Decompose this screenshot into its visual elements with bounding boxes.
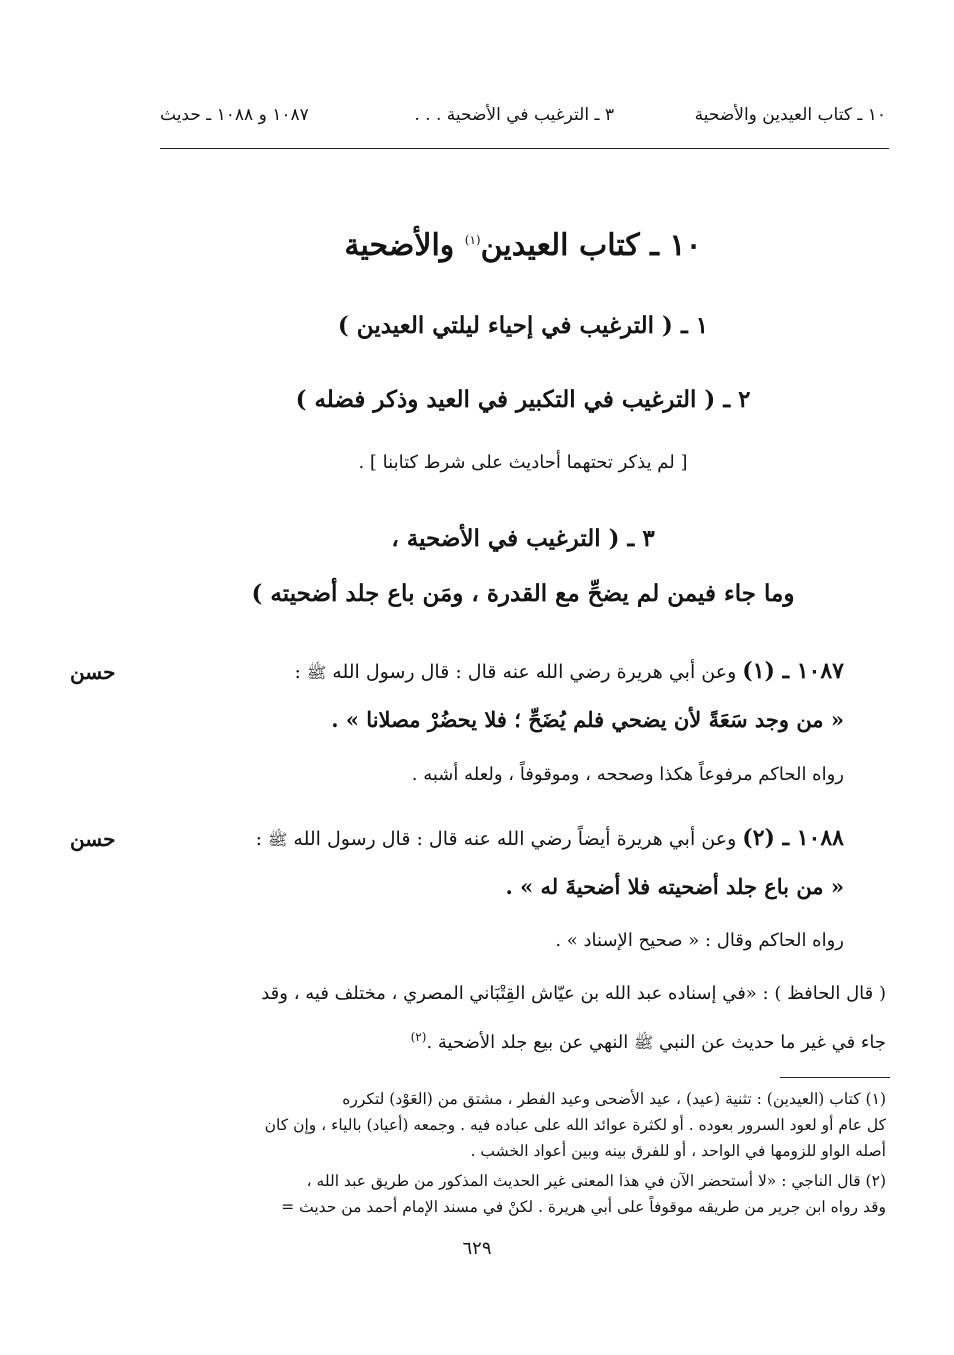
footnote-ref-2: (٢) [410, 1030, 427, 1044]
book-title-text: ١٠ ـ كتاب العيدين [480, 228, 702, 263]
footnote-line: كل عام أو لعود السرور بعوده . أو لكثرة عوائد الله على عباده فيه . وجمعه (أعياد) بالياء ، وإن كان [264, 1116, 886, 1134]
hadith-grade: حسن [70, 660, 116, 684]
hafiz-comment-line-2 [160, 1030, 886, 1056]
hadith-intro-end: : [255, 828, 269, 850]
footnote-line: (١) كتاب (العيدين) : تثنية (عيد) ، عيد الأضحى وعيد الفطر ، مشتق من (العَوْد) لتكرره [342, 1090, 886, 1108]
footnote-line: أصله الواو للزومها في الواحد ، أو للفرق بينه وبين أعواد الخشب . [470, 1142, 886, 1160]
hadith-intro-text: وعن أبي هريرة أيضاً رضي الله عنه قال : قال رسول الله [287, 828, 743, 850]
hadith-intro-end: : [294, 661, 307, 683]
page-number: ٦٢٩ [462, 1238, 492, 1259]
hadith-1087-source: رواه الحاكم مرفوعاً هكذا وصححه ، وموقوفاً ، ولعله أشبه . [411, 764, 844, 785]
book-title-tail: والأضحية [344, 228, 465, 263]
running-head-section: ٣ ـ الترغيب في الأضحية . . . [414, 105, 614, 125]
hadith-1088-source: رواه الحاكم وقال : « صحيح الإسناد » . [555, 930, 844, 951]
hadith-1087-intro [160, 658, 844, 686]
hadith-intro-text: وعن أبي هريرة رضي الله عنه قال : قال رسول الله [326, 661, 743, 683]
hadith-grade: حسن [70, 827, 116, 851]
comment-text: جاء في غير ما حديث عن النبي [653, 1032, 886, 1053]
salutation-glyph: ﷺ [306, 663, 327, 682]
section-note: [ لم يذكر تحتهما أحاديث على شرط كتابنا ] . [358, 452, 688, 473]
hafiz-comment-line-1: ( قال الحافظ ) : «في إسناده عبد الله بن عيّاش القِتْبَاني المصري ، مختلف فيه ، وقد [261, 983, 886, 1004]
book-title [160, 228, 886, 263]
footnote-ref-1: (١) [464, 233, 481, 247]
footnote-divider [780, 1077, 890, 1078]
section-heading-1: ١ ـ ( الترغيب في إحياء ليلتي العيدين ) [337, 312, 709, 339]
comment-text-end: النهي عن بيع جلد الأضحية . [426, 1032, 634, 1053]
footnote-line: وقد رواه ابن جرير من طريقه موقوفاً على أبي هريرة . لكنْ في مسند الإمام أحمد من حديث = [281, 1198, 886, 1216]
hadith-1087-text: « من وجد سَعَةً لأن يضحي فلم يُضَحِّ ؛ فلا يحضُرْ مصلانا » . [331, 707, 844, 732]
section-heading-2: ٢ ـ ( الترغيب في التكبير في العيد وذكر فضله ) [295, 386, 751, 413]
salutation-glyph: ﷺ [633, 1033, 654, 1052]
header-divider [160, 148, 889, 149]
hadith-1088-text: « من باع جلد أضحيته فلا أضحيةَ له » . [505, 874, 844, 899]
running-head-hadith-range: ١٠٨٧ و ١٠٨٨ ـ حديث [160, 105, 309, 125]
salutation-glyph: ﷺ [268, 830, 288, 849]
hadith-number: ١٠٨٨ ـ (٢) [742, 825, 844, 851]
hadith-1088-intro [160, 825, 844, 853]
footnote-line: (٢) قال الناجي : «لا أستحضر الآن في هذا المعنى غير الحديث المذكور من طريق عبد الله ، [306, 1172, 886, 1190]
running-head-chapter: ١٠ ـ كتاب العيدين والأضحية [694, 105, 886, 125]
running-head [160, 98, 886, 132]
section-heading-3-continued: وما جاء فيمن لم يضحِّ مع القدرة ، ومَن باع جلد أضحيته ) [251, 580, 795, 607]
section-heading-3: ٣ ـ ( الترغيب في الأضحية ، [391, 525, 655, 552]
hadith-number: ١٠٨٧ ـ (١) [742, 658, 844, 684]
